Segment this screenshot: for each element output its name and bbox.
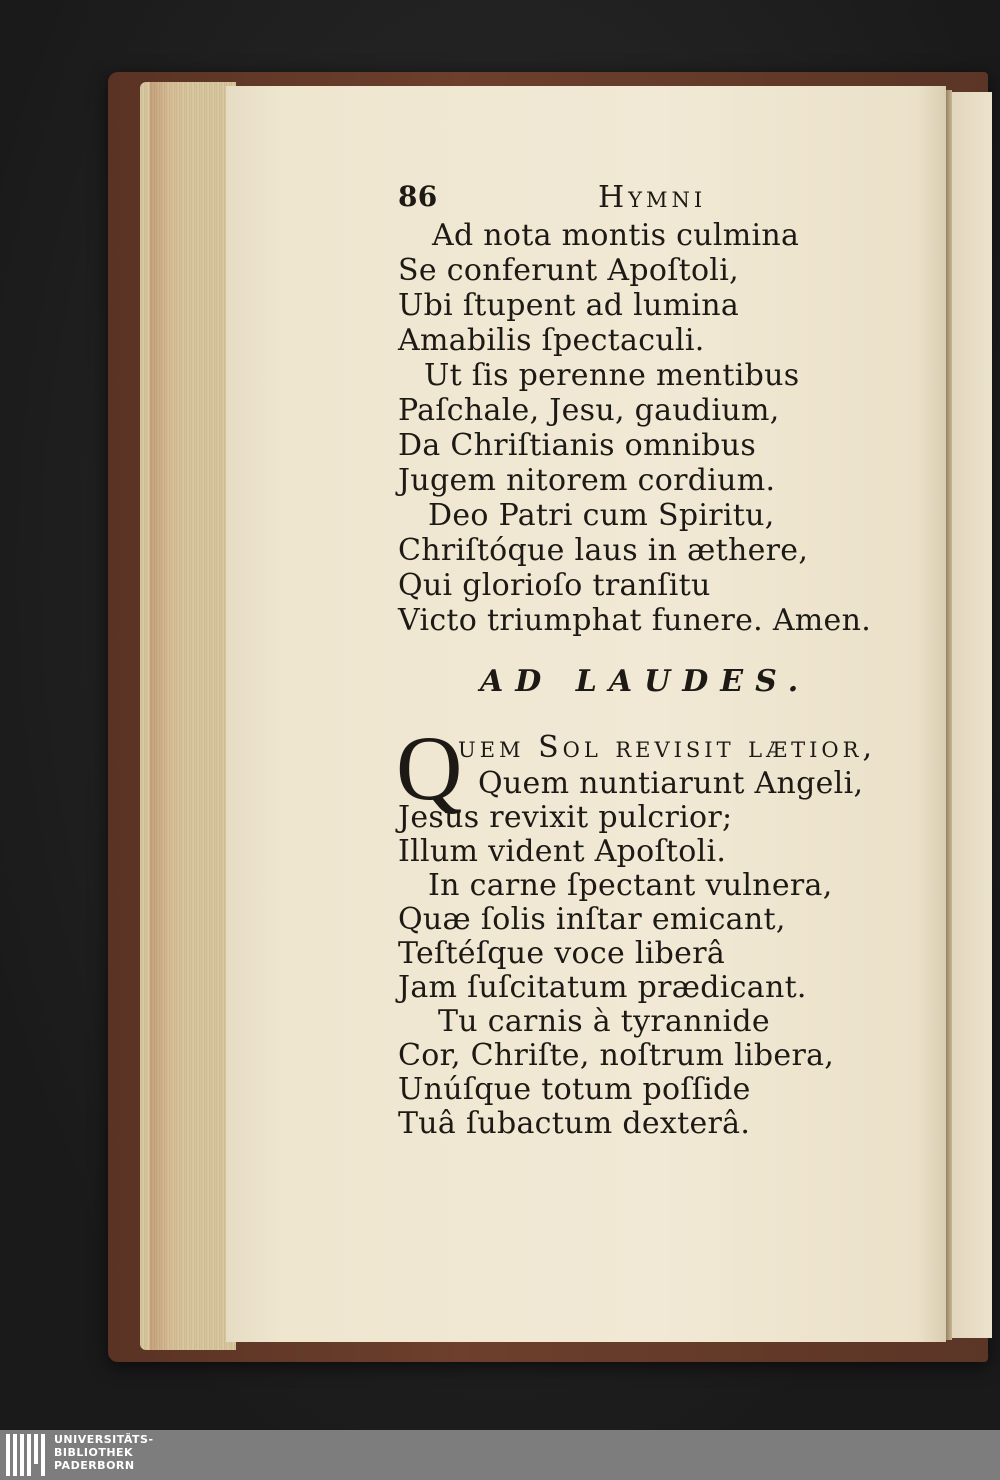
page-fore-edge bbox=[140, 82, 236, 1350]
verse-line: Teſtéſque voce liberâ bbox=[398, 936, 726, 971]
verse-line: Chriſtóque laus in æthere, bbox=[398, 533, 809, 568]
verse-line: Quæ ſolis inſtar emicant, bbox=[398, 902, 786, 937]
verse-line: Se conferunt Apoſtoli, bbox=[398, 253, 739, 288]
verse-line: Deo Patri cum Spiritu, bbox=[428, 498, 775, 533]
verse-line: Jugem nitorem cordium. bbox=[398, 463, 776, 498]
section-heading: AD LAUDES. bbox=[480, 664, 811, 699]
verse-line: Jesus revixit pulcrior; bbox=[398, 800, 733, 835]
running-title: Hymni bbox=[598, 180, 707, 215]
verse-line: Unúſque totum poſſide bbox=[398, 1072, 751, 1107]
library-name: UNIVERSITÄTS- BIBLIOTHEK PADERBORN bbox=[54, 1433, 154, 1472]
library-footer-bar bbox=[0, 1430, 1000, 1480]
verse-line: Ut ſis perenne mentibus bbox=[424, 358, 800, 393]
facing-page-edge bbox=[952, 92, 992, 1338]
library-logo-icon bbox=[6, 1434, 46, 1476]
book-page bbox=[226, 86, 946, 1342]
hymn-first-line: uem Sol reviſit lætior, bbox=[458, 730, 876, 765]
verse-line: Ubi ſtupent ad lumina bbox=[398, 288, 740, 323]
verse-line: Victo triumphat funere. Amen. bbox=[398, 603, 872, 638]
verse-line: Amabilis ſpectaculi. bbox=[398, 323, 705, 358]
verse-line: Jam ſuſcitatum prædicant. bbox=[398, 970, 807, 1005]
verse-line: In carne ſpectant vulnera, bbox=[428, 868, 833, 903]
verse-line: Tu carnis à tyrannide bbox=[438, 1004, 770, 1039]
verse-line: Da Chriſtianis omnibus bbox=[398, 428, 757, 463]
page-number: 86 bbox=[398, 180, 438, 213]
verse-line: Quem nuntiarunt Angeli, bbox=[478, 766, 864, 801]
verse-line: Cor, Chriſte, noſtrum libera, bbox=[398, 1038, 835, 1073]
drop-capital: Q bbox=[396, 717, 463, 819]
verse-line: Paſchale, Jesu, gaudium, bbox=[398, 393, 780, 428]
verse-line: Illum vident Apoſtoli. bbox=[398, 834, 727, 869]
verse-line: Qui glorioſo tranſitu bbox=[398, 568, 711, 603]
page-text bbox=[226, 86, 946, 1342]
verse-line: Tuâ ſubactum dexterâ. bbox=[398, 1106, 751, 1141]
page-header bbox=[398, 180, 858, 220]
verse-line: Ad nota montis culmina bbox=[432, 218, 800, 253]
